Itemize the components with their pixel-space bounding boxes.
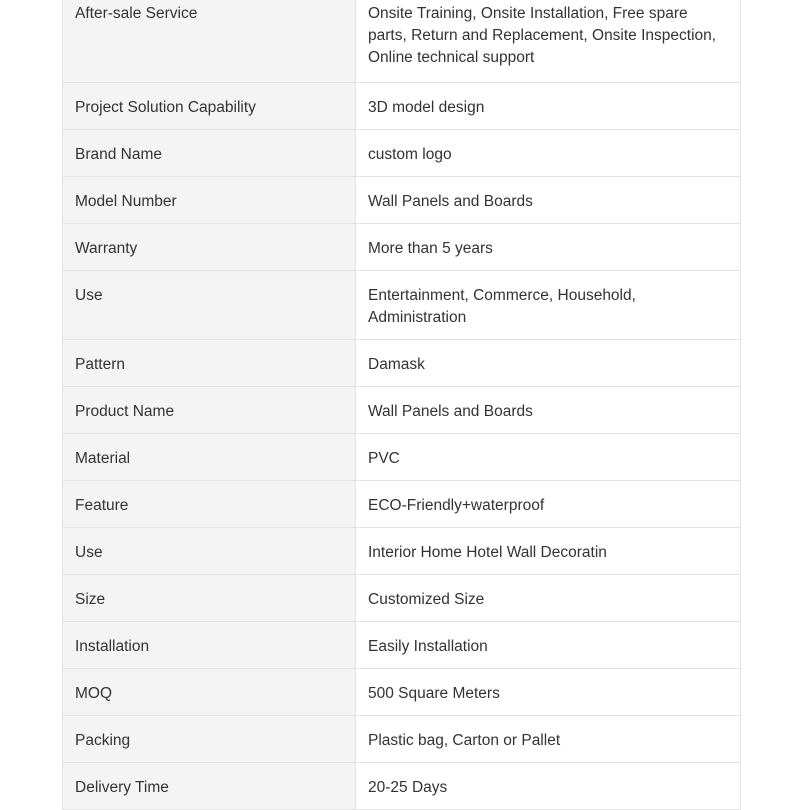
- product-spec-table: [62, 0, 741, 810]
- spec-row-installation: [63, 621, 741, 668]
- spec-row-product-name: [63, 386, 741, 433]
- spec-label: Product Name: [63, 386, 356, 433]
- spec-value: Easily Installation: [356, 621, 741, 668]
- spec-row-warranty: [63, 223, 741, 270]
- spec-value: 20-25 Days: [356, 762, 741, 809]
- spec-value: Customized Size: [356, 574, 741, 621]
- spec-value: 500 Square Meters: [356, 668, 741, 715]
- spec-label: Feature: [63, 480, 356, 527]
- spec-label: Model Number: [63, 176, 356, 223]
- spec-label: Delivery Time: [63, 762, 356, 809]
- spec-row-use-interior: [63, 527, 741, 574]
- spec-value: More than 5 years: [356, 223, 741, 270]
- spec-row-moq: [63, 668, 741, 715]
- spec-row-material: [63, 433, 741, 480]
- spec-value: 3D model design: [356, 82, 741, 129]
- spec-row-use: [63, 270, 741, 339]
- spec-row-model-number: [63, 176, 741, 223]
- spec-value: PVC: [356, 433, 741, 480]
- spec-value: Wall Panels and Boards: [356, 176, 741, 223]
- spec-label: Warranty: [63, 223, 356, 270]
- spec-label: After-sale Service: [63, 0, 356, 82]
- spec-label: MOQ: [63, 668, 356, 715]
- spec-label: Use: [63, 270, 356, 339]
- spec-value: Interior Home Hotel Wall Decoratin: [356, 527, 741, 574]
- spec-row-brand-name: [63, 129, 741, 176]
- spec-label: Use: [63, 527, 356, 574]
- spec-value: Entertainment, Commerce, Household, Administration: [356, 270, 741, 339]
- spec-value: Damask: [356, 339, 741, 386]
- spec-row-size: [63, 574, 741, 621]
- spec-label: Project Solution Capability: [63, 82, 356, 129]
- spec-value: Wall Panels and Boards: [356, 386, 741, 433]
- spec-value: custom logo: [356, 129, 741, 176]
- spec-value: ECO-Friendly+waterproof: [356, 480, 741, 527]
- spec-row-after-sale-service: [63, 0, 741, 82]
- spec-value: Plastic bag, Carton or Pallet: [356, 715, 741, 762]
- spec-row-packing: [63, 715, 741, 762]
- spec-row-project-solution-capability: [63, 82, 741, 129]
- spec-value: Onsite Training, Onsite Installation, Free spare parts, Return and Replacement, Onsite Inspection, Online technical support: [356, 0, 741, 82]
- spec-label: Packing: [63, 715, 356, 762]
- spec-label: Brand Name: [63, 129, 356, 176]
- spec-label: Pattern: [63, 339, 356, 386]
- spec-row-feature: [63, 480, 741, 527]
- spec-label: Installation: [63, 621, 356, 668]
- spec-label: Size: [63, 574, 356, 621]
- spec-row-pattern: [63, 339, 741, 386]
- spec-label: Material: [63, 433, 356, 480]
- spec-row-delivery-time: [63, 762, 741, 809]
